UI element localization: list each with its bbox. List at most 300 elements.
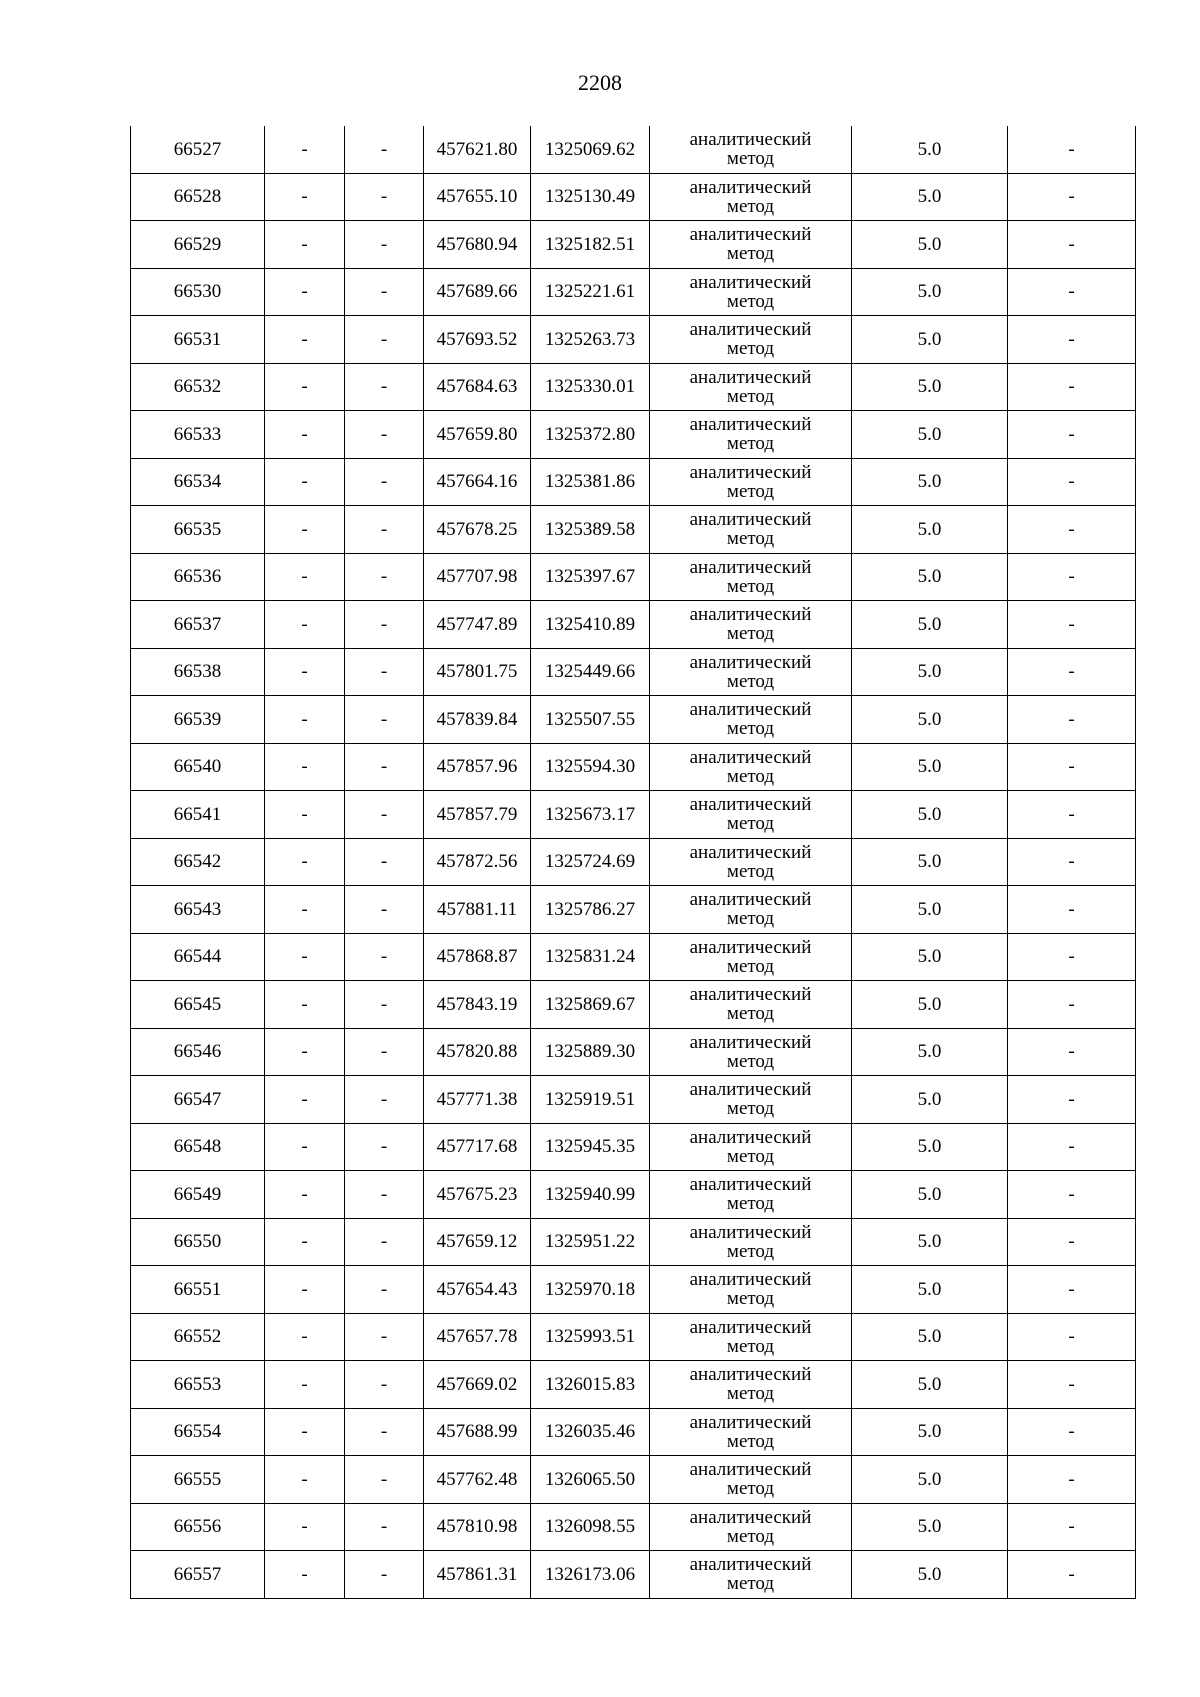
method-line-2: метод [726, 908, 775, 930]
method-cell [650, 1076, 852, 1124]
method-line-2: метод [726, 1240, 775, 1262]
accuracy-cell: 5.0 [852, 458, 1008, 506]
empty-cell: - [1008, 1408, 1136, 1456]
empty-cell: - [345, 1503, 424, 1551]
empty-cell: - [345, 838, 424, 886]
method-cell [650, 173, 852, 221]
empty-cell: - [345, 1408, 424, 1456]
empty-cell: - [345, 933, 424, 981]
x-coordinate-cell: 457657.78 [424, 1313, 531, 1361]
accuracy-cell: 5.0 [852, 1266, 1008, 1314]
method-line-1: аналитический [689, 414, 812, 436]
table-row [131, 933, 1136, 981]
empty-cell: - [345, 1266, 424, 1314]
point-number-cell: 66557 [131, 1551, 265, 1599]
empty-cell: - [1008, 1218, 1136, 1266]
method-line-1: аналитический [689, 1174, 812, 1196]
empty-cell: - [345, 1171, 424, 1219]
point-number-cell: 66543 [131, 886, 265, 934]
y-coordinate-cell: 1326173.06 [531, 1551, 650, 1599]
method-line-2: метод [726, 338, 775, 360]
method-line-2: метод [726, 623, 775, 645]
empty-cell: - [345, 126, 424, 173]
x-coordinate-cell: 457689.66 [424, 268, 531, 316]
method-cell [650, 126, 852, 173]
method-line-2: метод [726, 148, 775, 170]
empty-cell: - [265, 1123, 345, 1171]
method-line-2: метод [726, 1383, 775, 1405]
empty-cell: - [265, 506, 345, 554]
method-line-1: аналитический [689, 889, 812, 911]
method-line-1: аналитический [689, 129, 812, 151]
y-coordinate-cell: 1326015.83 [531, 1361, 650, 1409]
empty-cell: - [265, 1361, 345, 1409]
accuracy-cell: 5.0 [852, 1123, 1008, 1171]
method-line-2: метод [726, 433, 775, 455]
method-line-1: аналитический [689, 556, 812, 578]
accuracy-cell: 5.0 [852, 791, 1008, 839]
method-cell [650, 1408, 852, 1456]
method-cell [650, 648, 852, 696]
empty-cell: - [1008, 601, 1136, 649]
empty-cell: - [265, 173, 345, 221]
method-line-1: аналитический [689, 1459, 812, 1481]
y-coordinate-cell: 1325397.67 [531, 553, 650, 601]
method-cell [650, 268, 852, 316]
point-number-cell: 66528 [131, 173, 265, 221]
empty-cell: - [345, 601, 424, 649]
point-number-cell: 66532 [131, 363, 265, 411]
empty-cell: - [345, 743, 424, 791]
empty-cell: - [1008, 1171, 1136, 1219]
point-number-cell: 66547 [131, 1076, 265, 1124]
method-line-2: метод [726, 765, 775, 787]
point-number-cell: 66534 [131, 458, 265, 506]
accuracy-cell: 5.0 [852, 1551, 1008, 1599]
empty-cell: - [1008, 1266, 1136, 1314]
method-cell [650, 221, 852, 269]
accuracy-cell: 5.0 [852, 1171, 1008, 1219]
empty-cell: - [345, 696, 424, 744]
table-row [131, 838, 1136, 886]
point-number-cell: 66549 [131, 1171, 265, 1219]
x-coordinate-cell: 457839.84 [424, 696, 531, 744]
x-coordinate-cell: 457655.10 [424, 173, 531, 221]
empty-cell: - [345, 173, 424, 221]
empty-cell: - [345, 1123, 424, 1171]
point-number-cell: 66535 [131, 506, 265, 554]
y-coordinate-cell: 1325594.30 [531, 743, 650, 791]
y-coordinate-cell: 1325970.18 [531, 1266, 650, 1314]
method-line-1: аналитический [689, 271, 812, 293]
accuracy-cell: 5.0 [852, 743, 1008, 791]
empty-cell: - [265, 268, 345, 316]
empty-cell: - [1008, 1551, 1136, 1599]
method-line-1: аналитический [689, 604, 812, 626]
empty-cell: - [1008, 221, 1136, 269]
method-line-2: метод [726, 1145, 775, 1167]
y-coordinate-cell: 1325221.61 [531, 268, 650, 316]
method-line-2: метод [726, 1288, 775, 1310]
table-row [131, 601, 1136, 649]
x-coordinate-cell: 457801.75 [424, 648, 531, 696]
empty-cell: - [265, 1503, 345, 1551]
x-coordinate-cell: 457707.98 [424, 553, 531, 601]
method-line-1: аналитический [689, 651, 812, 673]
y-coordinate-cell: 1326098.55 [531, 1503, 650, 1551]
point-number-cell: 66555 [131, 1456, 265, 1504]
empty-cell: - [345, 1361, 424, 1409]
method-line-1: аналитический [689, 1316, 812, 1338]
point-number-cell: 66550 [131, 1218, 265, 1266]
method-line-1: аналитический [689, 1411, 812, 1433]
x-coordinate-cell: 457684.63 [424, 363, 531, 411]
empty-cell: - [265, 221, 345, 269]
method-line-2: метод [726, 1478, 775, 1500]
method-line-1: аналитический [689, 509, 812, 531]
method-cell [650, 316, 852, 364]
empty-cell: - [1008, 553, 1136, 601]
empty-cell: - [1008, 316, 1136, 364]
x-coordinate-cell: 457654.43 [424, 1266, 531, 1314]
accuracy-cell: 5.0 [852, 363, 1008, 411]
y-coordinate-cell: 1325263.73 [531, 316, 650, 364]
empty-cell: - [265, 553, 345, 601]
accuracy-cell: 5.0 [852, 268, 1008, 316]
method-cell [650, 1028, 852, 1076]
x-coordinate-cell: 457680.94 [424, 221, 531, 269]
x-coordinate-cell: 457857.79 [424, 791, 531, 839]
y-coordinate-cell: 1325919.51 [531, 1076, 650, 1124]
empty-cell: - [265, 458, 345, 506]
point-number-cell: 66548 [131, 1123, 265, 1171]
method-line-1: аналитический [689, 1126, 812, 1148]
method-cell [650, 1313, 852, 1361]
empty-cell: - [345, 1456, 424, 1504]
method-line-1: аналитический [689, 699, 812, 721]
empty-cell: - [1008, 1456, 1136, 1504]
empty-cell: - [345, 458, 424, 506]
empty-cell: - [1008, 173, 1136, 221]
method-line-2: метод [726, 1573, 775, 1595]
x-coordinate-cell: 457678.25 [424, 506, 531, 554]
empty-cell: - [345, 648, 424, 696]
method-line-2: метод [726, 813, 775, 835]
method-cell [650, 1361, 852, 1409]
method-cell [650, 601, 852, 649]
method-line-1: аналитический [689, 794, 812, 816]
empty-cell: - [345, 1551, 424, 1599]
y-coordinate-cell: 1325410.89 [531, 601, 650, 649]
accuracy-cell: 5.0 [852, 316, 1008, 364]
point-number-cell: 66541 [131, 791, 265, 839]
table-row [131, 1503, 1136, 1551]
accuracy-cell: 5.0 [852, 838, 1008, 886]
empty-cell: - [265, 1456, 345, 1504]
method-line-1: аналитический [689, 841, 812, 863]
empty-cell: - [265, 743, 345, 791]
empty-cell: - [1008, 506, 1136, 554]
method-cell [650, 791, 852, 839]
x-coordinate-cell: 457881.11 [424, 886, 531, 934]
y-coordinate-cell: 1325389.58 [531, 506, 650, 554]
empty-cell: - [1008, 696, 1136, 744]
method-cell [650, 411, 852, 459]
empty-cell: - [345, 1076, 424, 1124]
table-row [131, 1123, 1136, 1171]
method-line-2: метод [726, 1525, 775, 1547]
empty-cell: - [1008, 791, 1136, 839]
empty-cell: - [265, 838, 345, 886]
method-line-1: аналитический [689, 319, 812, 341]
method-cell [650, 1551, 852, 1599]
empty-cell: - [265, 696, 345, 744]
y-coordinate-cell: 1325831.24 [531, 933, 650, 981]
method-line-1: аналитический [689, 1364, 812, 1386]
method-line-2: метод [726, 1430, 775, 1452]
empty-cell: - [265, 1076, 345, 1124]
empty-cell: - [1008, 838, 1136, 886]
table-row [131, 316, 1136, 364]
point-number-cell: 66529 [131, 221, 265, 269]
table-row [131, 363, 1136, 411]
empty-cell: - [1008, 363, 1136, 411]
table-row [131, 221, 1136, 269]
method-cell [650, 363, 852, 411]
method-cell [650, 1266, 852, 1314]
accuracy-cell: 5.0 [852, 1218, 1008, 1266]
accuracy-cell: 5.0 [852, 411, 1008, 459]
accuracy-cell: 5.0 [852, 933, 1008, 981]
accuracy-cell: 5.0 [852, 1076, 1008, 1124]
method-line-1: аналитический [689, 461, 812, 483]
accuracy-cell: 5.0 [852, 981, 1008, 1029]
empty-cell: - [1008, 1028, 1136, 1076]
accuracy-cell: 5.0 [852, 886, 1008, 934]
method-line-2: метод [726, 480, 775, 502]
method-line-1: аналитический [689, 224, 812, 246]
y-coordinate-cell: 1325330.01 [531, 363, 650, 411]
accuracy-cell: 5.0 [852, 601, 1008, 649]
method-line-2: метод [726, 955, 775, 977]
table-row [131, 696, 1136, 744]
x-coordinate-cell: 457843.19 [424, 981, 531, 1029]
y-coordinate-cell: 1325786.27 [531, 886, 650, 934]
x-coordinate-cell: 457717.68 [424, 1123, 531, 1171]
y-coordinate-cell: 1325940.99 [531, 1171, 650, 1219]
table-row [131, 886, 1136, 934]
table-row [131, 1028, 1136, 1076]
method-line-2: метод [726, 290, 775, 312]
table-row [131, 1551, 1136, 1599]
accuracy-cell: 5.0 [852, 1456, 1008, 1504]
empty-cell: - [345, 1028, 424, 1076]
x-coordinate-cell: 457861.31 [424, 1551, 531, 1599]
point-number-cell: 66527 [131, 126, 265, 173]
method-line-2: метод [726, 1193, 775, 1215]
y-coordinate-cell: 1325449.66 [531, 648, 650, 696]
empty-cell: - [265, 126, 345, 173]
method-line-1: аналитический [689, 746, 812, 768]
method-line-2: метод [726, 1050, 775, 1072]
method-cell [650, 981, 852, 1029]
accuracy-cell: 5.0 [852, 126, 1008, 173]
accuracy-cell: 5.0 [852, 1408, 1008, 1456]
empty-cell: - [345, 791, 424, 839]
y-coordinate-cell: 1325673.17 [531, 791, 650, 839]
point-number-cell: 66530 [131, 268, 265, 316]
method-line-1: аналитический [689, 1269, 812, 1291]
table-row [131, 1266, 1136, 1314]
method-cell [650, 1123, 852, 1171]
method-line-2: метод [726, 670, 775, 692]
empty-cell: - [1008, 1313, 1136, 1361]
point-number-cell: 66551 [131, 1266, 265, 1314]
method-line-2: метод [726, 243, 775, 265]
point-number-cell: 66552 [131, 1313, 265, 1361]
table-row [131, 1171, 1136, 1219]
empty-cell: - [345, 363, 424, 411]
x-coordinate-cell: 457762.48 [424, 1456, 531, 1504]
method-line-2: метод [726, 575, 775, 597]
y-coordinate-cell: 1325507.55 [531, 696, 650, 744]
accuracy-cell: 5.0 [852, 1361, 1008, 1409]
empty-cell: - [345, 1218, 424, 1266]
table-row [131, 506, 1136, 554]
point-number-cell: 66546 [131, 1028, 265, 1076]
empty-cell: - [1008, 1503, 1136, 1551]
empty-cell: - [1008, 411, 1136, 459]
empty-cell: - [265, 1313, 345, 1361]
y-coordinate-cell: 1325069.62 [531, 126, 650, 173]
method-line-2: метод [726, 195, 775, 217]
point-number-cell: 66553 [131, 1361, 265, 1409]
table-row [131, 268, 1136, 316]
empty-cell: - [1008, 1123, 1136, 1171]
x-coordinate-cell: 457857.96 [424, 743, 531, 791]
empty-cell: - [1008, 886, 1136, 934]
method-line-2: метод [726, 385, 775, 407]
point-number-cell: 66554 [131, 1408, 265, 1456]
x-coordinate-cell: 457693.52 [424, 316, 531, 364]
method-cell [650, 458, 852, 506]
method-line-1: аналитический [689, 1031, 812, 1053]
point-number-cell: 66539 [131, 696, 265, 744]
y-coordinate-cell: 1325951.22 [531, 1218, 650, 1266]
empty-cell: - [1008, 1361, 1136, 1409]
y-coordinate-cell: 1325182.51 [531, 221, 650, 269]
accuracy-cell: 5.0 [852, 506, 1008, 554]
method-cell [650, 1503, 852, 1551]
point-number-cell: 66536 [131, 553, 265, 601]
table-row [131, 126, 1136, 173]
method-line-1: аналитический [689, 1554, 812, 1576]
empty-cell: - [1008, 743, 1136, 791]
point-number-cell: 66537 [131, 601, 265, 649]
y-coordinate-cell: 1325381.86 [531, 458, 650, 506]
accuracy-cell: 5.0 [852, 1503, 1008, 1551]
method-cell [650, 696, 852, 744]
empty-cell: - [265, 601, 345, 649]
method-cell [650, 506, 852, 554]
method-line-2: метод [726, 860, 775, 882]
empty-cell: - [345, 221, 424, 269]
y-coordinate-cell: 1325889.30 [531, 1028, 650, 1076]
y-coordinate-cell: 1325945.35 [531, 1123, 650, 1171]
y-coordinate-cell: 1325724.69 [531, 838, 650, 886]
method-line-1: аналитический [689, 1221, 812, 1243]
point-number-cell: 66544 [131, 933, 265, 981]
method-line-2: метод [726, 1335, 775, 1357]
x-coordinate-cell: 457872.56 [424, 838, 531, 886]
method-cell [650, 1218, 852, 1266]
empty-cell: - [265, 1408, 345, 1456]
empty-cell: - [1008, 1076, 1136, 1124]
empty-cell: - [345, 981, 424, 1029]
table-row [131, 173, 1136, 221]
x-coordinate-cell: 457669.02 [424, 1361, 531, 1409]
point-number-cell: 66531 [131, 316, 265, 364]
method-line-2: метод [726, 718, 775, 740]
table-row [131, 1076, 1136, 1124]
empty-cell: - [1008, 933, 1136, 981]
method-cell [650, 553, 852, 601]
table-row [131, 791, 1136, 839]
table-row [131, 1313, 1136, 1361]
x-coordinate-cell: 457810.98 [424, 1503, 531, 1551]
method-cell [650, 886, 852, 934]
empty-cell: - [345, 886, 424, 934]
empty-cell: - [265, 363, 345, 411]
point-number-cell: 66533 [131, 411, 265, 459]
point-number-cell: 66538 [131, 648, 265, 696]
x-coordinate-cell: 457771.38 [424, 1076, 531, 1124]
table-row [131, 981, 1136, 1029]
empty-cell: - [265, 1218, 345, 1266]
method-line-1: аналитический [689, 936, 812, 958]
empty-cell: - [265, 648, 345, 696]
empty-cell: - [265, 1171, 345, 1219]
empty-cell: - [265, 1551, 345, 1599]
table-row [131, 1218, 1136, 1266]
method-line-1: аналитический [689, 176, 812, 198]
point-number-cell: 66545 [131, 981, 265, 1029]
method-line-2: метод [726, 1098, 775, 1120]
x-coordinate-cell: 457675.23 [424, 1171, 531, 1219]
accuracy-cell: 5.0 [852, 1313, 1008, 1361]
method-cell [650, 1171, 852, 1219]
method-cell [650, 933, 852, 981]
x-coordinate-cell: 457664.16 [424, 458, 531, 506]
y-coordinate-cell: 1326065.50 [531, 1456, 650, 1504]
x-coordinate-cell: 457688.99 [424, 1408, 531, 1456]
method-cell [650, 743, 852, 791]
empty-cell: - [345, 1313, 424, 1361]
method-cell [650, 838, 852, 886]
table-row [131, 648, 1136, 696]
empty-cell: - [265, 791, 345, 839]
table-row [131, 411, 1136, 459]
empty-cell: - [265, 886, 345, 934]
y-coordinate-cell: 1325130.49 [531, 173, 650, 221]
table-row [131, 1456, 1136, 1504]
method-line-1: аналитический [689, 366, 812, 388]
x-coordinate-cell: 457747.89 [424, 601, 531, 649]
table-body [131, 126, 1136, 1598]
table-row [131, 553, 1136, 601]
table-row [131, 743, 1136, 791]
y-coordinate-cell: 1325993.51 [531, 1313, 650, 1361]
